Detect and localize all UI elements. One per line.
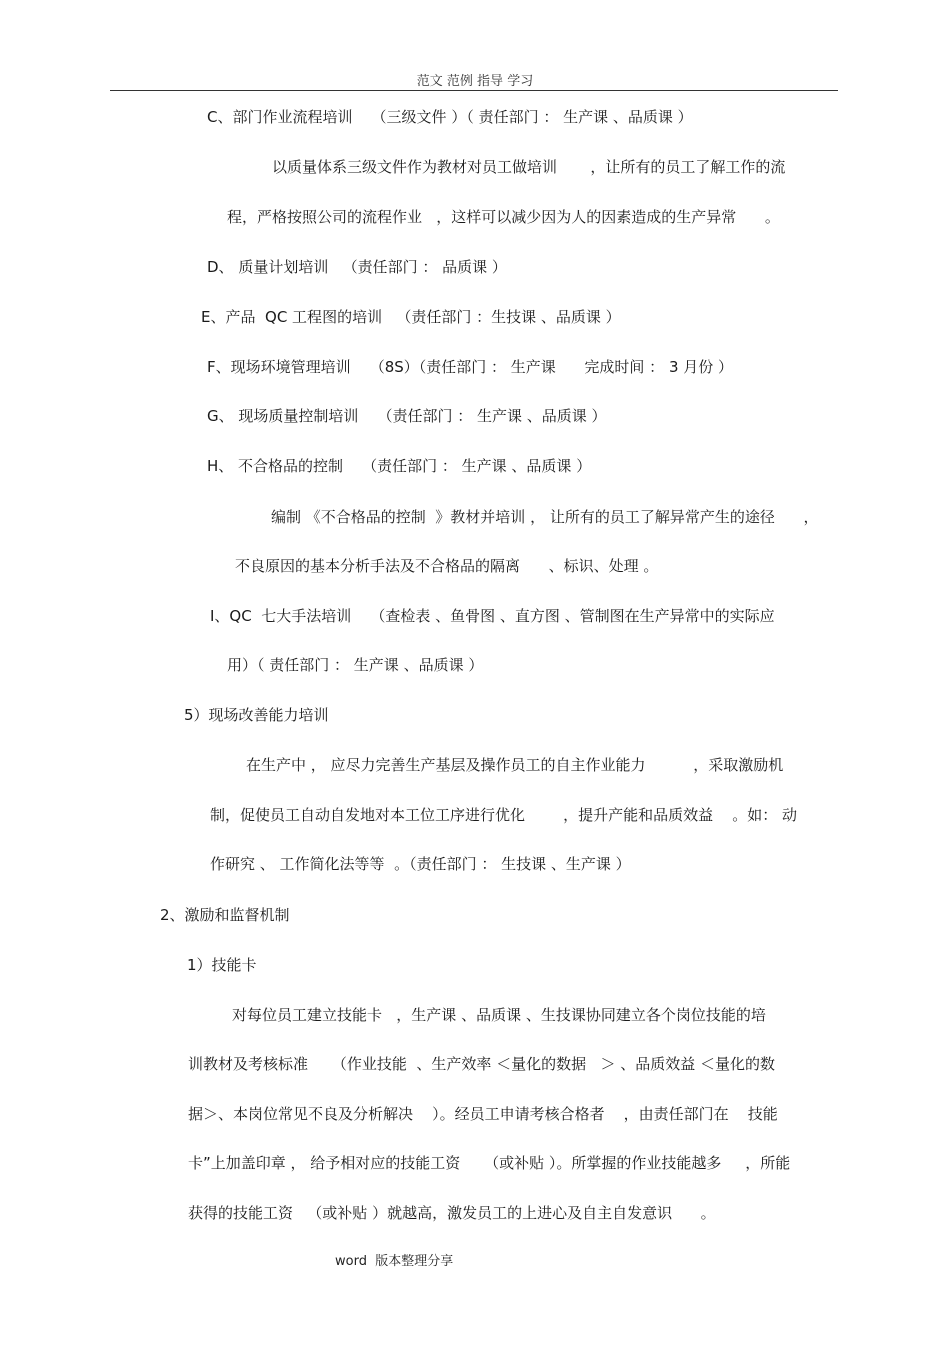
body-line: 编制 《不合格品的控制 》教材并培训 ， 让所有的员工了解异常产生的途径 ， — [271, 508, 819, 526]
body-line: F、现场环境管理培训 （8S）（责任部门 ： 生产课 完成时间 ： 3 月份 ） — [207, 358, 734, 376]
body-line: 卡”上加盖印章 ， 给予相对应的技能工资 （或补贴 ）。所掌握的作业技能越多 ，所能 — [188, 1154, 791, 1172]
body-line: C、部门作业流程培训 （三级文件 ）（ 责任部门 ： 生产课 、品质课 ） — [207, 108, 693, 126]
section-heading: 5）现场改善能力培训 — [184, 706, 329, 724]
body-line: 对每位员工建立技能卡 ，生产课 、品质课 、生技课协同建立各个岗位技能的培 — [232, 1006, 766, 1024]
section-heading: 2、激励和监督机制 — [160, 906, 290, 924]
body-line: E、产品 QC 工程图的培训 （责任部门 ：生技课 、品质课 ） — [201, 308, 621, 326]
body-line: D、 质量计划培训 （责任部门 ： 品质课 ） — [207, 258, 507, 276]
header-divider — [110, 90, 838, 91]
body-line: 获得的技能工资 （或补贴 ）就越高，激发员工的上进心及自主自发意识 。 — [188, 1204, 716, 1222]
section-heading: 1）技能卡 — [187, 956, 257, 974]
body-line: 在生产中 ， 应尽力完善生产基层及操作员工的自主作业能力 ，采取激励机 — [246, 756, 784, 774]
body-line: 制，促使员工自动自发地对本工位工序进行优化 ，提升产能和品质效益 。如： 动 — [210, 806, 797, 824]
body-line: H、 不合格品的控制 （责任部门 ： 生产课 、品质课 ） — [207, 457, 592, 475]
body-line: 以质量体系三级文件作为教材对员工做培训 ，让所有的员工了解工作的流 — [272, 158, 786, 176]
body-line: I、QC 七大手法培训 （查检表 、鱼骨图 、直方图 、管制图在生产异常中的实际应 — [210, 607, 775, 625]
page-header: 范文 范例 指导 学习 — [416, 74, 534, 89]
body-line: 程，严格按照公司的流程作业 ，这样可以减少因为人的因素造成的生产异常 。 — [227, 208, 780, 226]
body-line: 作研究 、 工作简化法等等 。（责任部门 ： 生技课 、生产课 ） — [210, 855, 631, 873]
body-line: 训教材及考核标准 （作业技能 、生产效率 ＜量化的数据 ＞ 、品质效益 ＜量化的数 — [188, 1055, 775, 1073]
body-line: 不良原因的基本分析手法及不合格品的隔离 、标识、处理 。 — [235, 557, 659, 575]
body-line: G、 现场质量控制培训 （责任部门 ： 生产课 、品质课 ） — [207, 407, 607, 425]
body-line: 据＞、本岗位常见不良及分析解决 ）。经员工申请考核合格者 ，由责任部门在 技能 — [188, 1105, 778, 1123]
page-footer: word 版本整理分享 — [335, 1254, 454, 1269]
body-line: 用）（ 责任部门 ： 生产课 、品质课 ） — [227, 656, 484, 674]
